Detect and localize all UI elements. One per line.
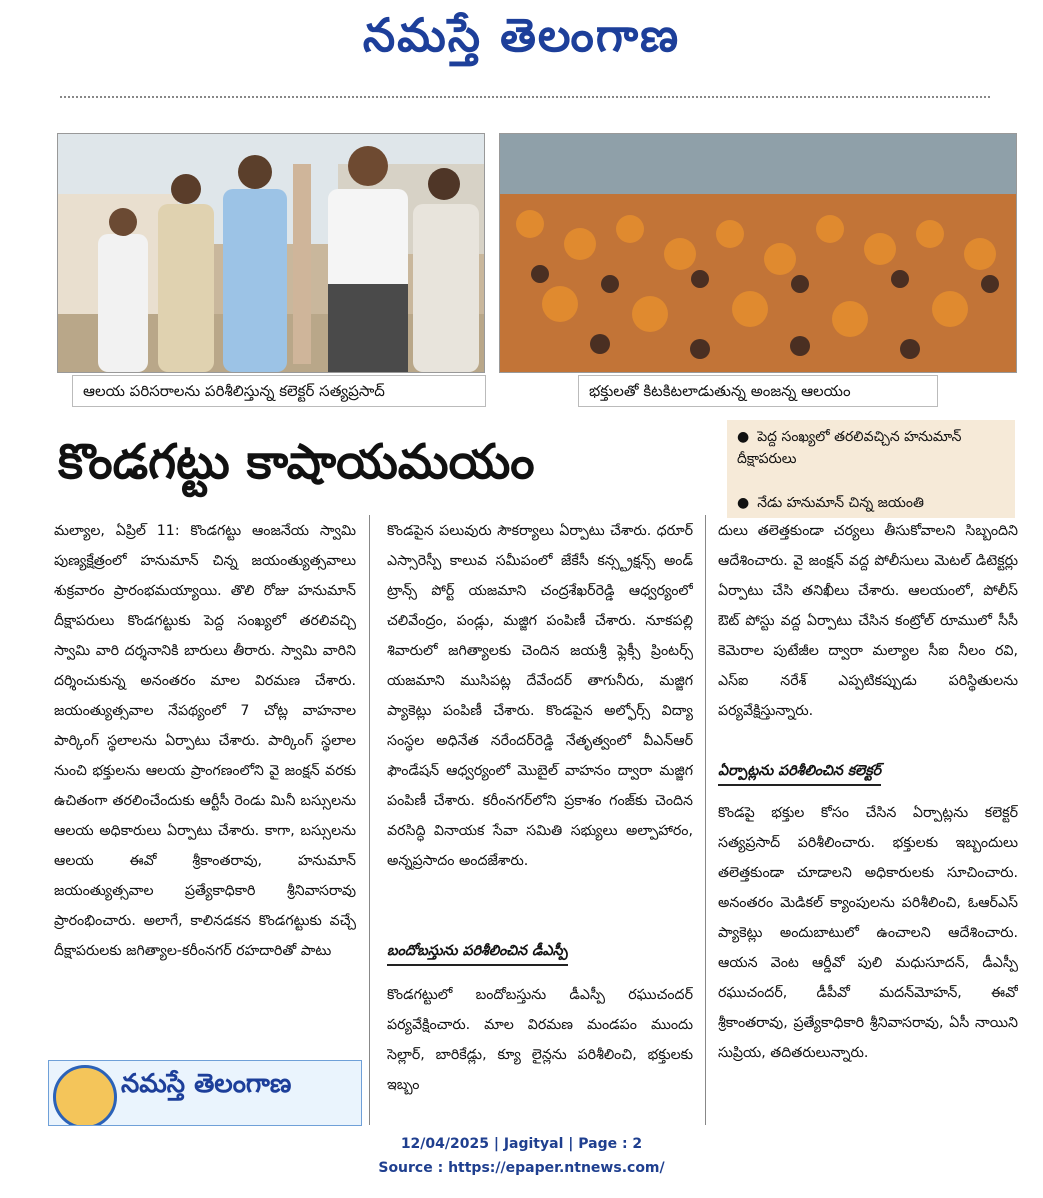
highlight-item: ● పెద్ద సంఖ్యలో తరలివచ్చిన హనుమాన్ దీక్షాపరులు bbox=[737, 429, 962, 467]
masthead-title: నమస్తే తెలంగాణ bbox=[362, 8, 681, 62]
article-column-2: కొండపైన పలువురు సౌకర్యాలు ఏర్పాటు చేశారు. ధరూర్ ఎస్సారెస్పీ కాలువ సమీపంలో జేకేసీ కన్స్ట్రక్షన్స్ అండ్ ట్రాన్స్ పోర్ట్ యజమాని చంద్రశేఖర్‌రెడ్డి ఆధ్వర్యంలో చలివేంద్రం, పండ్లు, మజ్జిగ పంపిణీ చేశారు. నూకపల్లి శివారులో జగిత్యాలకు చెందిన జయశ్రీ ఫ్లెక్సీ ప్రింటర్స్ యజమాని ముసిపట్ల దేవేందర్ తాగునీరు, మజ్జిగ ప్యాకెట్లు పంపిణీ చేశారు. కొండపైన అల్ఫోర్స్ విద్యా సంస్థల అధినేత నరేందర్‌రెడ్డి నేతృత్వంలో వీఎన్ఆర్ ఫౌండేషన్ ఆధ్వర్యంలో మొబైల్ వాహనం ద్వారా మజ్జిగ పంపిణీ చేశారు. కరీంనగర్‌లోని ప్రకాశం గంజ్‌కు చెందిన వరసిద్ధి వినాయక సేవా సమితి సభ్యులు అల్పాహారం, అన్నప్రసాదం అందజేశారు. బందోబస్తును పరిశీలించిన డీఎస్పీ కొండగట్టులో బందోబస్తును డీఎస్పీ రఘుచందర్ పర్యవేక్షించారు. మాల విరమణ మండపం ముందు సెల్లార్, బారికేడ్లు, క్యూ లైన్లను పరిశీలించి, భక్తులకు ఇబ్బం bbox=[387, 523, 693, 1093]
clipped-text-strip bbox=[60, 96, 990, 106]
column-divider bbox=[705, 515, 706, 1125]
officials-photo-illustration bbox=[58, 134, 484, 372]
crowd-photo bbox=[499, 133, 1017, 373]
officials-photo-caption: ఆలయ పరిసరాలను పరిశీలిస్తున్న కలెక్టర్ సత్యప్రసాద్ bbox=[72, 375, 486, 407]
masthead bbox=[0, 8, 1043, 74]
bullet-icon: ● bbox=[737, 429, 750, 445]
crowd-photo-caption: భక్తులతో కిటకిటలాడుతున్న అంజన్న ఆలయం bbox=[578, 375, 938, 407]
headline: కొండగట్టు కాషాయమయం bbox=[58, 434, 535, 490]
footer-date-line: 12/04/2025 | Jagityal | Page : 2 bbox=[400, 1136, 643, 1152]
bullet-icon: ● bbox=[737, 495, 750, 511]
article-column-3: దులు తలెత్తకుండా చర్యలు తీసుకోవాలని సిబ్బందిని ఆదేశించారు. వై జంక్షన్ వద్ద పోలీసులు మెటల్ డిటెక్టర్లు ఏర్పాటు చేసి తనిఖీలు చేశారు. ఆలయంలో, పోలీస్ ఔట్ పోస్టు వద్ద ఏర్పాటు చేసిన కంట్రోల్ రూములో సీసీ కెమెరాల పుటేజీల ద్వారా మల్యాల సీఐ నీలం రవి, ఎస్ఐ నరేశ్ ఎప్పటికప్పుడు పరిస్థితులను పర్యవేక్షిస్తున్నారు. ఏర్పాట్లను పరిశీలించిన కలెక్టర్ కొండపై భక్తుల కోసం చేసిన ఏర్పాట్లను కలెక్టర్ సత్యప్రసాద్ పరిశీలించారు. భక్తులకు ఇబ్బందులు తలెత్తకుండా చూడాలని అధికారులకు సూచించారు. అనంతరం మెడికల్ క్యాంపులను పరిశీలించి, ఓఆర్ఎస్ ప్యాకెట్లు అందుబాటులో ఉంచాలని ఆదేశించారు. ఆయన వెంట ఆర్డీవో పులి మధుసూదన్, డీఎస్పీ రఘుచందర్, డీపీవో మదన్‌మోహన్, ఈవో శ్రీకాంతరావు, ప్రత్యేకాధికారి శ్రీనివాసరావు, ఏసీ నాయిని సుప్రియ, తదితరులున్నారు. bbox=[718, 523, 1018, 1061]
deity-logo-icon bbox=[53, 1065, 117, 1126]
highlight-item: ● నేడు హనుమాన్ చిన్న జయంతి bbox=[737, 495, 924, 511]
subheading-dsp: బందోబస్తును పరిశీలించిన డీఎస్పీ bbox=[387, 938, 568, 966]
advert-title: నమస్తే తెలంగాణ bbox=[121, 1069, 292, 1099]
masthead-advert bbox=[48, 1060, 362, 1126]
footer-source-line[interactable]: Source : https://epaper.ntnews.com/ bbox=[378, 1160, 665, 1176]
subheading-collector: ఏర్పాట్లను పరిశీలించిన కలెక్టర్ bbox=[718, 758, 881, 786]
officials-photo bbox=[57, 133, 485, 373]
crowd-photo-illustration bbox=[500, 134, 1016, 372]
article-column-1: మల్యాల, ఏప్రిల్ 11: కొండగట్టు ఆంజనేయ స్వామి పుణ్యక్షేత్రంలో హనుమాన్ చిన్న జయంత్యుత్సవాలు శుక్రవారం ప్రారంభమయ్యాయి. తొలి రోజు హనుమాన్ దీక్షాపరులు కొండగట్టుకు పెద్ద సంఖ్యలో తరలివచ్చి స్వామి వారి దర్శనానికి బారులు తీరారు. స్వామి వారిని దర్శించుకున్న అనంతరం మాల విరమణ చేశారు. జయంత్యుత్సవాల నేపథ్యంలో 7 చోట్ల వాహనాల పార్కింగ్ స్థలాలను ఏర్పాటు చేశారు. పార్కింగ్ స్థలాల నుంచి భక్తులను ఆలయ ప్రాంగణంలోని వై జంక్షన్ వరకు ఉచితంగా తరలించేందుకు ఆర్టీసీ రెండు మినీ బస్సులను ఆలయ అధికారులు ఏర్పాటు చేశారు. కాగా, బస్సులను ఆలయ ఈవో శ్రీకాంతరావు, హనుమాన్ జయంత్యుత్సవాల ప్రత్యేకాధికారి శ్రీనివాసరావు ప్రారంభించారు. అలాగే, కాలినడకన కొండగట్టుకు వచ్చే దీక్షాపరులకు జగిత్యాల-కరీంనగర్ రహదారితో పాటు bbox=[54, 523, 356, 959]
column-divider bbox=[369, 515, 370, 1125]
highlights-box bbox=[727, 420, 1015, 518]
